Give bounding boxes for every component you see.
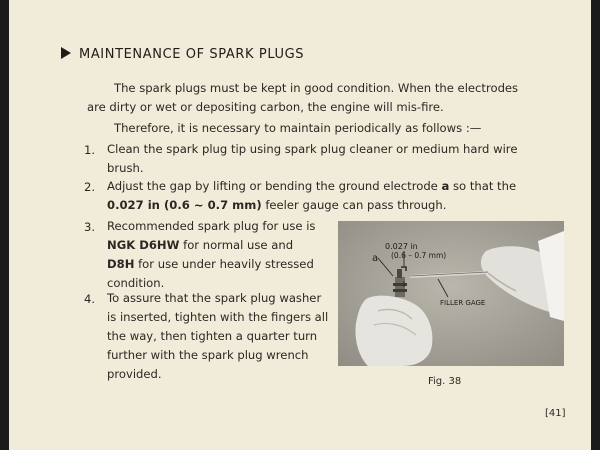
electrode-ref: a <box>441 179 450 193</box>
item-4-line-3: the way, then tighten a quarter turn <box>107 329 318 343</box>
item-2-line-1: Adjust the gap by lifting or bending the ground electrode a so that the <box>107 179 517 193</box>
section-heading <box>61 47 304 62</box>
item-3-line-2: NGK D6HW for normal use and <box>107 238 294 252</box>
intro-line-3: Therefore, it is necessary to maintain periodically as follows :— <box>114 121 482 135</box>
heading-text: MAINTENANCE OF SPARK PLUGS <box>79 47 305 62</box>
item-number: 4. <box>84 292 96 306</box>
gap-spec: 0.027 in (0.6 ~ 0.7 mm) <box>107 198 262 212</box>
list-item <box>107 140 517 178</box>
intro-line-2: are dirty or wet or depositing carbon, the engine will mis-fire. <box>87 100 444 114</box>
page-number: [41] <box>545 408 566 419</box>
item-4-line-4: further with the spark plug wrench <box>107 348 309 362</box>
list-item <box>107 177 516 215</box>
plug-model-heavy: D8H <box>107 257 135 271</box>
photo-illustration <box>338 221 564 366</box>
item-number: 3. <box>84 220 96 234</box>
electrode-label: a <box>372 253 379 264</box>
item-2-line-2: 0.027 in (0.6 ~ 0.7 mm) feeler gauge can pass through. <box>107 198 447 212</box>
item-4-line-5: provided. <box>107 367 162 381</box>
list-item <box>107 289 328 384</box>
list-item <box>107 217 315 293</box>
plug-model-normal: NGK D6HW <box>107 238 180 252</box>
gap-label-in: 0.027 in <box>385 242 418 251</box>
triangle-bullet-icon <box>61 47 71 59</box>
item-number: 2. <box>84 180 96 194</box>
gauge-label: FILLER GAGE <box>440 299 486 307</box>
item-4-line-1: To assure that the spark plug washer <box>107 291 322 305</box>
item-1-line-1: Clean the spark plug tip using spark plug cleaner or medium hard wire <box>107 142 518 156</box>
item-4-line-2: is inserted, tighten with the fingers all <box>107 310 329 324</box>
item-number: 1. <box>84 143 96 157</box>
item-3-line-3: D8H for use under heavily stressed <box>107 257 314 271</box>
spark-plug-photo <box>338 221 564 366</box>
item-3-line-1: Recommended spark plug for use is <box>107 219 316 233</box>
item-1-line-2: brush. <box>107 161 144 175</box>
item-3-line-4: condition. <box>107 276 165 290</box>
manual-page <box>9 0 591 450</box>
intro-line-1: The spark plugs must be kept in good condition. When the electrodes <box>114 81 519 95</box>
figure-caption: Fig. 38 <box>428 376 462 387</box>
gap-label-mm: (0.6 – 0.7 mm) <box>391 251 447 260</box>
